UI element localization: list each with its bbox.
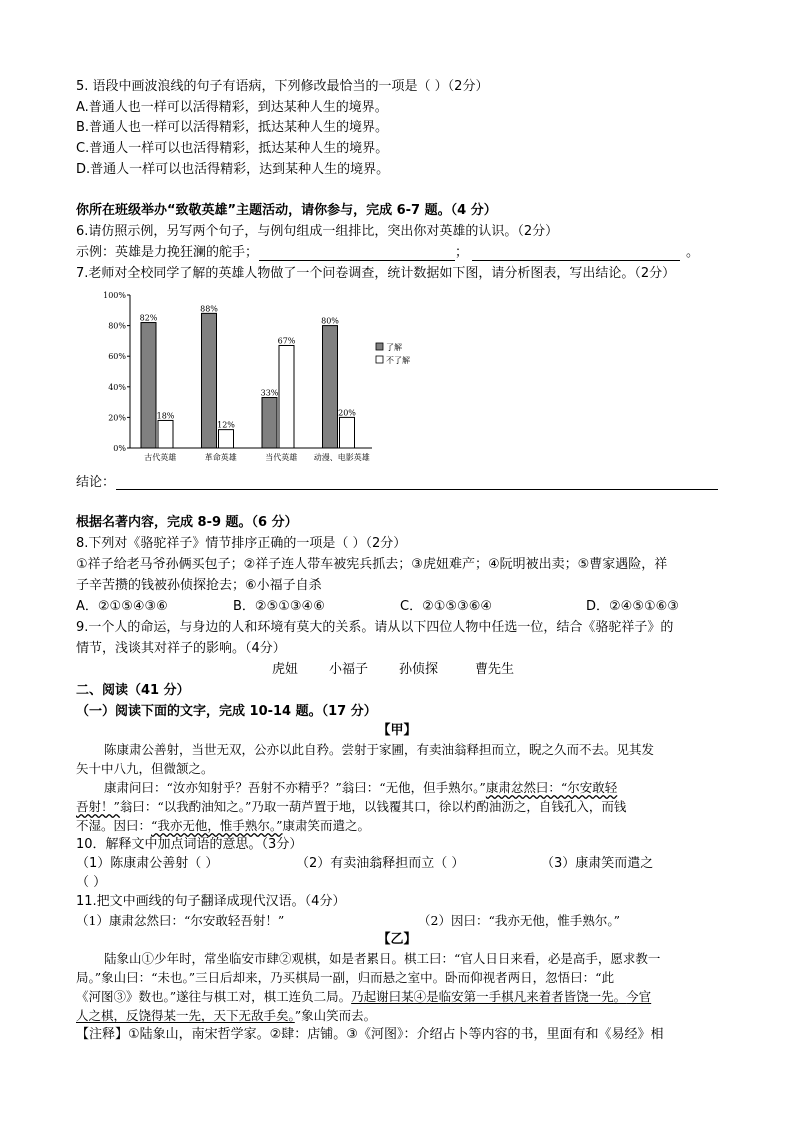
jia-underlined-sentence-2: “我亦无他，惟手熟尔。”	[151, 818, 283, 833]
yi-line-3: 《河图③》数也。”遂往与棋工对，棋工连负二局。乃起谢曰某④是临安第一手棋凡来着者皆饶一先。今官	[76, 989, 652, 1004]
q10-item-3-blank: （ ）	[76, 875, 107, 890]
y-tick-label: 60%	[108, 352, 126, 362]
x-category-label: 革命英雄	[204, 453, 237, 462]
y-tick-label: 20%	[108, 413, 126, 423]
q6-answer-line-2[interactable]	[472, 260, 680, 261]
q6-period: 。	[686, 245, 700, 260]
jia-p2-line-2: 吾射！”翁曰：“以我酌油知之。”乃取一葫芦置于地，以钱覆其口，徐以杓酌油沥之，自钱孔入，而钱	[76, 799, 627, 814]
character-mr-cao: 曹先生	[475, 662, 515, 677]
x-category-label: 当代英雄	[265, 453, 298, 462]
conclusion-answer-line[interactable]	[116, 489, 718, 490]
q11-stem: 11.把文中画线的句子翻译成现代汉语。（4分）	[76, 894, 346, 909]
q6-answer-line-1[interactable]	[259, 260, 455, 261]
bar-data-label: 33%	[260, 388, 279, 398]
passage-yi-title: 【乙】	[377, 932, 417, 947]
character-sun-detective: 孙侦探	[399, 662, 439, 677]
yi-line-2: 局。”象山曰：“未也。”三日后却来，乃买棋局一副，归而悬之室中。卧而仰视者两日，忽悟曰：“此	[76, 970, 615, 985]
reading-section-title: 二、阅读（41 分）	[76, 683, 190, 698]
q8-option-c: C．②①⑤③⑥④	[400, 599, 493, 614]
q5-stem: 5. 语段中画波浪线的句子有语病，下列修改最恰当的一项是（ ）（2分）	[76, 79, 489, 94]
q5-option-a: A.普通人也一样可以活得精彩，到达某种人生的境界。	[76, 100, 388, 115]
jia-p1-line-2: 矢十中八九，但微颔之。	[76, 761, 214, 776]
bar-unknown-2	[279, 345, 294, 448]
x-category-label: 古代英雄	[144, 453, 177, 462]
jia-p2-line-1: 康肃问曰：“汝亦知射乎？吾射不亦精乎？”翁曰：“无他，但手熟尔。”康肃忿然曰：“尔安敢轻	[104, 780, 618, 795]
q8-events-line-2: 子辛苦攒的钱被孙侦探抢去；⑥小福子自杀	[76, 578, 322, 593]
y-tick-label: 100%	[103, 291, 126, 300]
bar-known-1	[202, 313, 217, 448]
bar-unknown-3	[340, 417, 355, 448]
character-xiaofuzi: 小福子	[329, 662, 369, 677]
yi-line-4: 人之棋，反饶得某一先，天下无敌手矣。”象山笑而去。	[76, 1008, 377, 1023]
q8-option-b: B．②⑤①③④⑥	[233, 599, 325, 614]
hero-section-intro: 你所在班级举办“致敬英雄”主题活动，请你参与，完成 6-7 题。（4 分）	[76, 203, 497, 218]
jia-underlined-sentence-1b: 吾射！”	[76, 799, 120, 814]
q6-semicolon: ；	[455, 245, 469, 260]
book-section-intro: 根据名著内容，完成 8-9 题。（6 分）	[76, 515, 298, 530]
annotation-note: 【注释】①陆象山，南宋哲学家。②肆：店铺。③《河图》：介绍占卜等内容的书，里面有和《易经》相	[76, 1027, 664, 1042]
yi-line-1: 陆象山①少年时，常坐临安市肆②观棋，如是者累日。棋工曰：“官人日日来看，必是高手，愿求教一	[104, 951, 661, 966]
q6-example: 示例：英雄是力挽狂澜的舵手；	[76, 245, 259, 260]
hero-survey-chart	[90, 285, 440, 470]
q7-stem: 7.老师对全校同学了解的英雄人物做了一个问卷调查，统计数据如下图，请分析图表，写出结论。（2分）	[76, 266, 676, 281]
jia-p1-line-1: 陈康肃公善射，当世无双，公亦以此自矜。尝射于家圃，有卖油翁释担而立，睨之久而不去。见其发	[104, 742, 655, 757]
bar-known-3	[323, 326, 338, 448]
yi-underlined-sentence-a: 乃起谢曰某④是临安第一手棋凡来着者皆饶一先。	[351, 989, 627, 1004]
bar-known-2	[262, 398, 277, 448]
bar-data-label: 88%	[200, 304, 218, 314]
bar-data-label: 82%	[139, 313, 158, 323]
bar-unknown-1	[219, 430, 234, 448]
q10-item-2: （2）有卖油翁释担而立（ ）	[296, 856, 465, 871]
q9-stem-line-1: 9.一个人的命运，与身边的人和环境有莫大的关系。请从以下四位人物中任选一位，结合《骆驼祥子》的	[76, 620, 674, 635]
bar-data-label: 18%	[156, 411, 175, 421]
x-category-label: 动漫、电影英雄	[313, 453, 370, 462]
q11-item-1: （1）康肃忿然曰：“尔安敢轻吾射！”	[76, 913, 285, 928]
q8-stem: 8.下列对《骆驼祥子》情节排序正确的一项是（ ）（2分）	[76, 536, 407, 551]
character-huniu: 虎妞	[272, 662, 299, 677]
q10-item-1: （1）陈康肃公善射（ ）	[76, 856, 219, 871]
q8-events-line-1: ①祥子给老马爷孙俩买包子；②祥子连人带车被宪兵抓去；③虎妞难产；④阮明被出卖；⑤曹家遇险，祥	[76, 557, 668, 572]
jia-p2-line-3: 不湿。因曰：“我亦无他，惟手熟尔。”康肃笑而遣之。	[76, 818, 371, 833]
jia-underlined-sentence-1a: 康肃忿然曰：“尔安敢轻	[485, 780, 618, 795]
legend-swatch	[376, 356, 383, 363]
bar-data-label: 80%	[321, 316, 339, 326]
q5-option-b: B.普通人也一样可以活得精彩，抵达某种人生的境界。	[76, 120, 389, 135]
y-tick-label: 40%	[108, 382, 126, 392]
q9-stem-line-2: 情节，浅谈其对祥子的影响。（4分）	[76, 641, 286, 656]
passage-jia-title: 【甲】	[377, 723, 417, 738]
bar-data-label: 20%	[338, 408, 356, 418]
legend-swatch	[376, 343, 383, 350]
yi-underlined-sentence-c: 人之棋，反饶得某一先，天下无敌手矣。	[76, 1008, 295, 1023]
yi-underlined-sentence-b: 今官	[626, 989, 652, 1004]
conclusion-label: 结论：	[76, 475, 116, 490]
q5-option-d: D.普通人一样可以也活得精彩，达到某种人生的境界。	[76, 162, 390, 177]
q8-option-a: A．②①⑤④③⑥	[76, 599, 168, 614]
q8-option-d: D．②④⑤①⑥③	[586, 599, 679, 614]
bar-data-label: 12%	[217, 420, 235, 430]
bar-data-label: 67%	[277, 336, 296, 346]
reading-subsection-title: （一）阅读下面的文字，完成 10-14 题。（17 分）	[76, 704, 377, 719]
q6-stem: 6.请仿照示例，另写两个句子，与例句组成一组排比，突出你对英雄的认识。（2分）	[76, 224, 559, 239]
q10-item-3: （3）康肃笑而遣之	[541, 856, 654, 871]
q10-stem: 10．解释文中加点词语的意思。（3分）	[76, 837, 303, 852]
legend-label: 不了解	[386, 356, 410, 365]
legend-label: 了解	[386, 343, 402, 352]
bar-known-0	[141, 323, 156, 448]
q5-option-c: C.普通人一样可以也活得精彩，抵达某种人生的境界。	[76, 141, 389, 156]
q11-item-2: （2）因曰：“我亦无他，惟手熟尔。”	[418, 913, 620, 928]
y-tick-label: 0%	[113, 444, 126, 453]
bar-unknown-0	[158, 420, 173, 448]
y-tick-label: 80%	[108, 321, 126, 331]
